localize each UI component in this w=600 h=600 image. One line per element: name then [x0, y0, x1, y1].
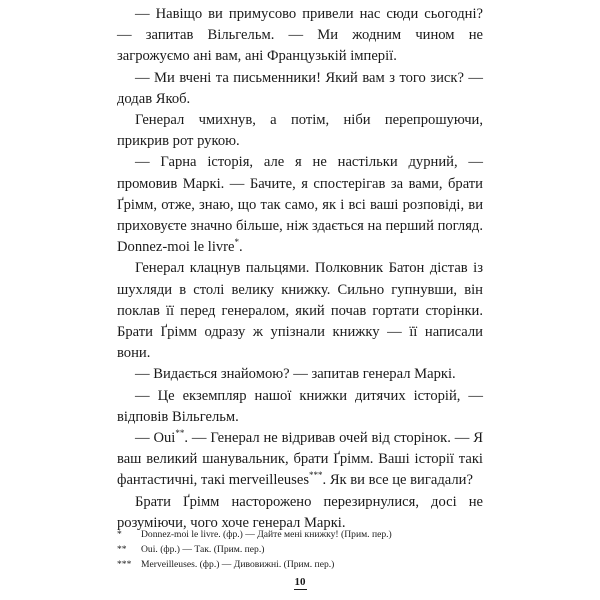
footnote-ref: *** — [309, 470, 323, 481]
page-number-value: 10 — [294, 576, 306, 588]
footnote — [117, 527, 483, 542]
paragraph-text: — Oui — [135, 430, 176, 447]
paragraph: — Ми вчені та письменники! Який вам з того зиск? — додав Якоб. — [117, 69, 483, 107]
footnote-ref: ** — [175, 428, 185, 439]
page-number — [0, 575, 600, 590]
footnote-mark: * — [117, 529, 122, 540]
paragraph-text-cont: . — Генерал не відривав очей від сторінок. — Я ваш великий шанувальник, брати Ґрімм. Ваші історії такі фантастичні, такі merveilleuses — [117, 430, 483, 489]
footnote-mark: ** — [117, 544, 127, 555]
footnote-text: Oui. (фр.) — Так. (Прим. пер.) — [141, 544, 265, 555]
paragraph — [117, 152, 483, 258]
paragraph: Брати Ґрімм насторожено перезирнулися, досі не розуміючи, чого хоче генерал Маркі. — [117, 493, 483, 531]
body-text — [117, 0, 483, 534]
paragraph-text: — Гарна історія, але я не настільки дурний, — промовив Маркі. — Бачите, я спостерігав за вами, брати Ґрімм, отже, знаю, що так само, як і всі ваші розповіді, ви приховуєте значно більше, ніж здається на перший погляд. Donnez-moi le livre — [117, 154, 483, 256]
paragraph: — Це екземпляр нашої книжки дитячих історій, — відповів Вільгельм. — [117, 387, 483, 425]
paragraph: Генерал чмихнув, а потім, ніби перепрошуючи, прикрив рот рукою. — [117, 112, 483, 150]
footnote — [117, 557, 483, 572]
paragraph-end: . — [239, 239, 243, 256]
footnote-mark: *** — [117, 559, 132, 570]
paragraph: — Видається знайомою? — запитав генерал Маркі. — [135, 366, 456, 383]
paragraph — [117, 428, 483, 492]
footnotes — [117, 527, 483, 572]
footnote-text: Merveilleuses. (фр.) — Дивовижні. (Прим. пер.) — [141, 559, 335, 570]
paragraph: Генерал клацнув пальцями. Полковник Батон дістав із шухляди в столі велику книжку. Сильно гупнувши, він поклав її перед генералом, який почав гортати сторінки. Брати Ґрімм одразу ж упізнали книжку — її написали вони. — [117, 260, 483, 362]
footnote-text: Donnez-moi le livre. (фр.) — Дайте мені книжку! (Прим. пер.) — [141, 529, 392, 540]
paragraph-text-end: . Як ви все це вигадали? — [322, 472, 473, 489]
paragraph: — Навіщо ви примусово привели нас сюди сьогодні? — запитав Вільгельм. — Ми жодним чином не загрожуємо ані вам, ані Французькій імперії. — [117, 6, 483, 65]
footnote — [117, 542, 483, 557]
footnote-ref: * — [234, 237, 240, 248]
